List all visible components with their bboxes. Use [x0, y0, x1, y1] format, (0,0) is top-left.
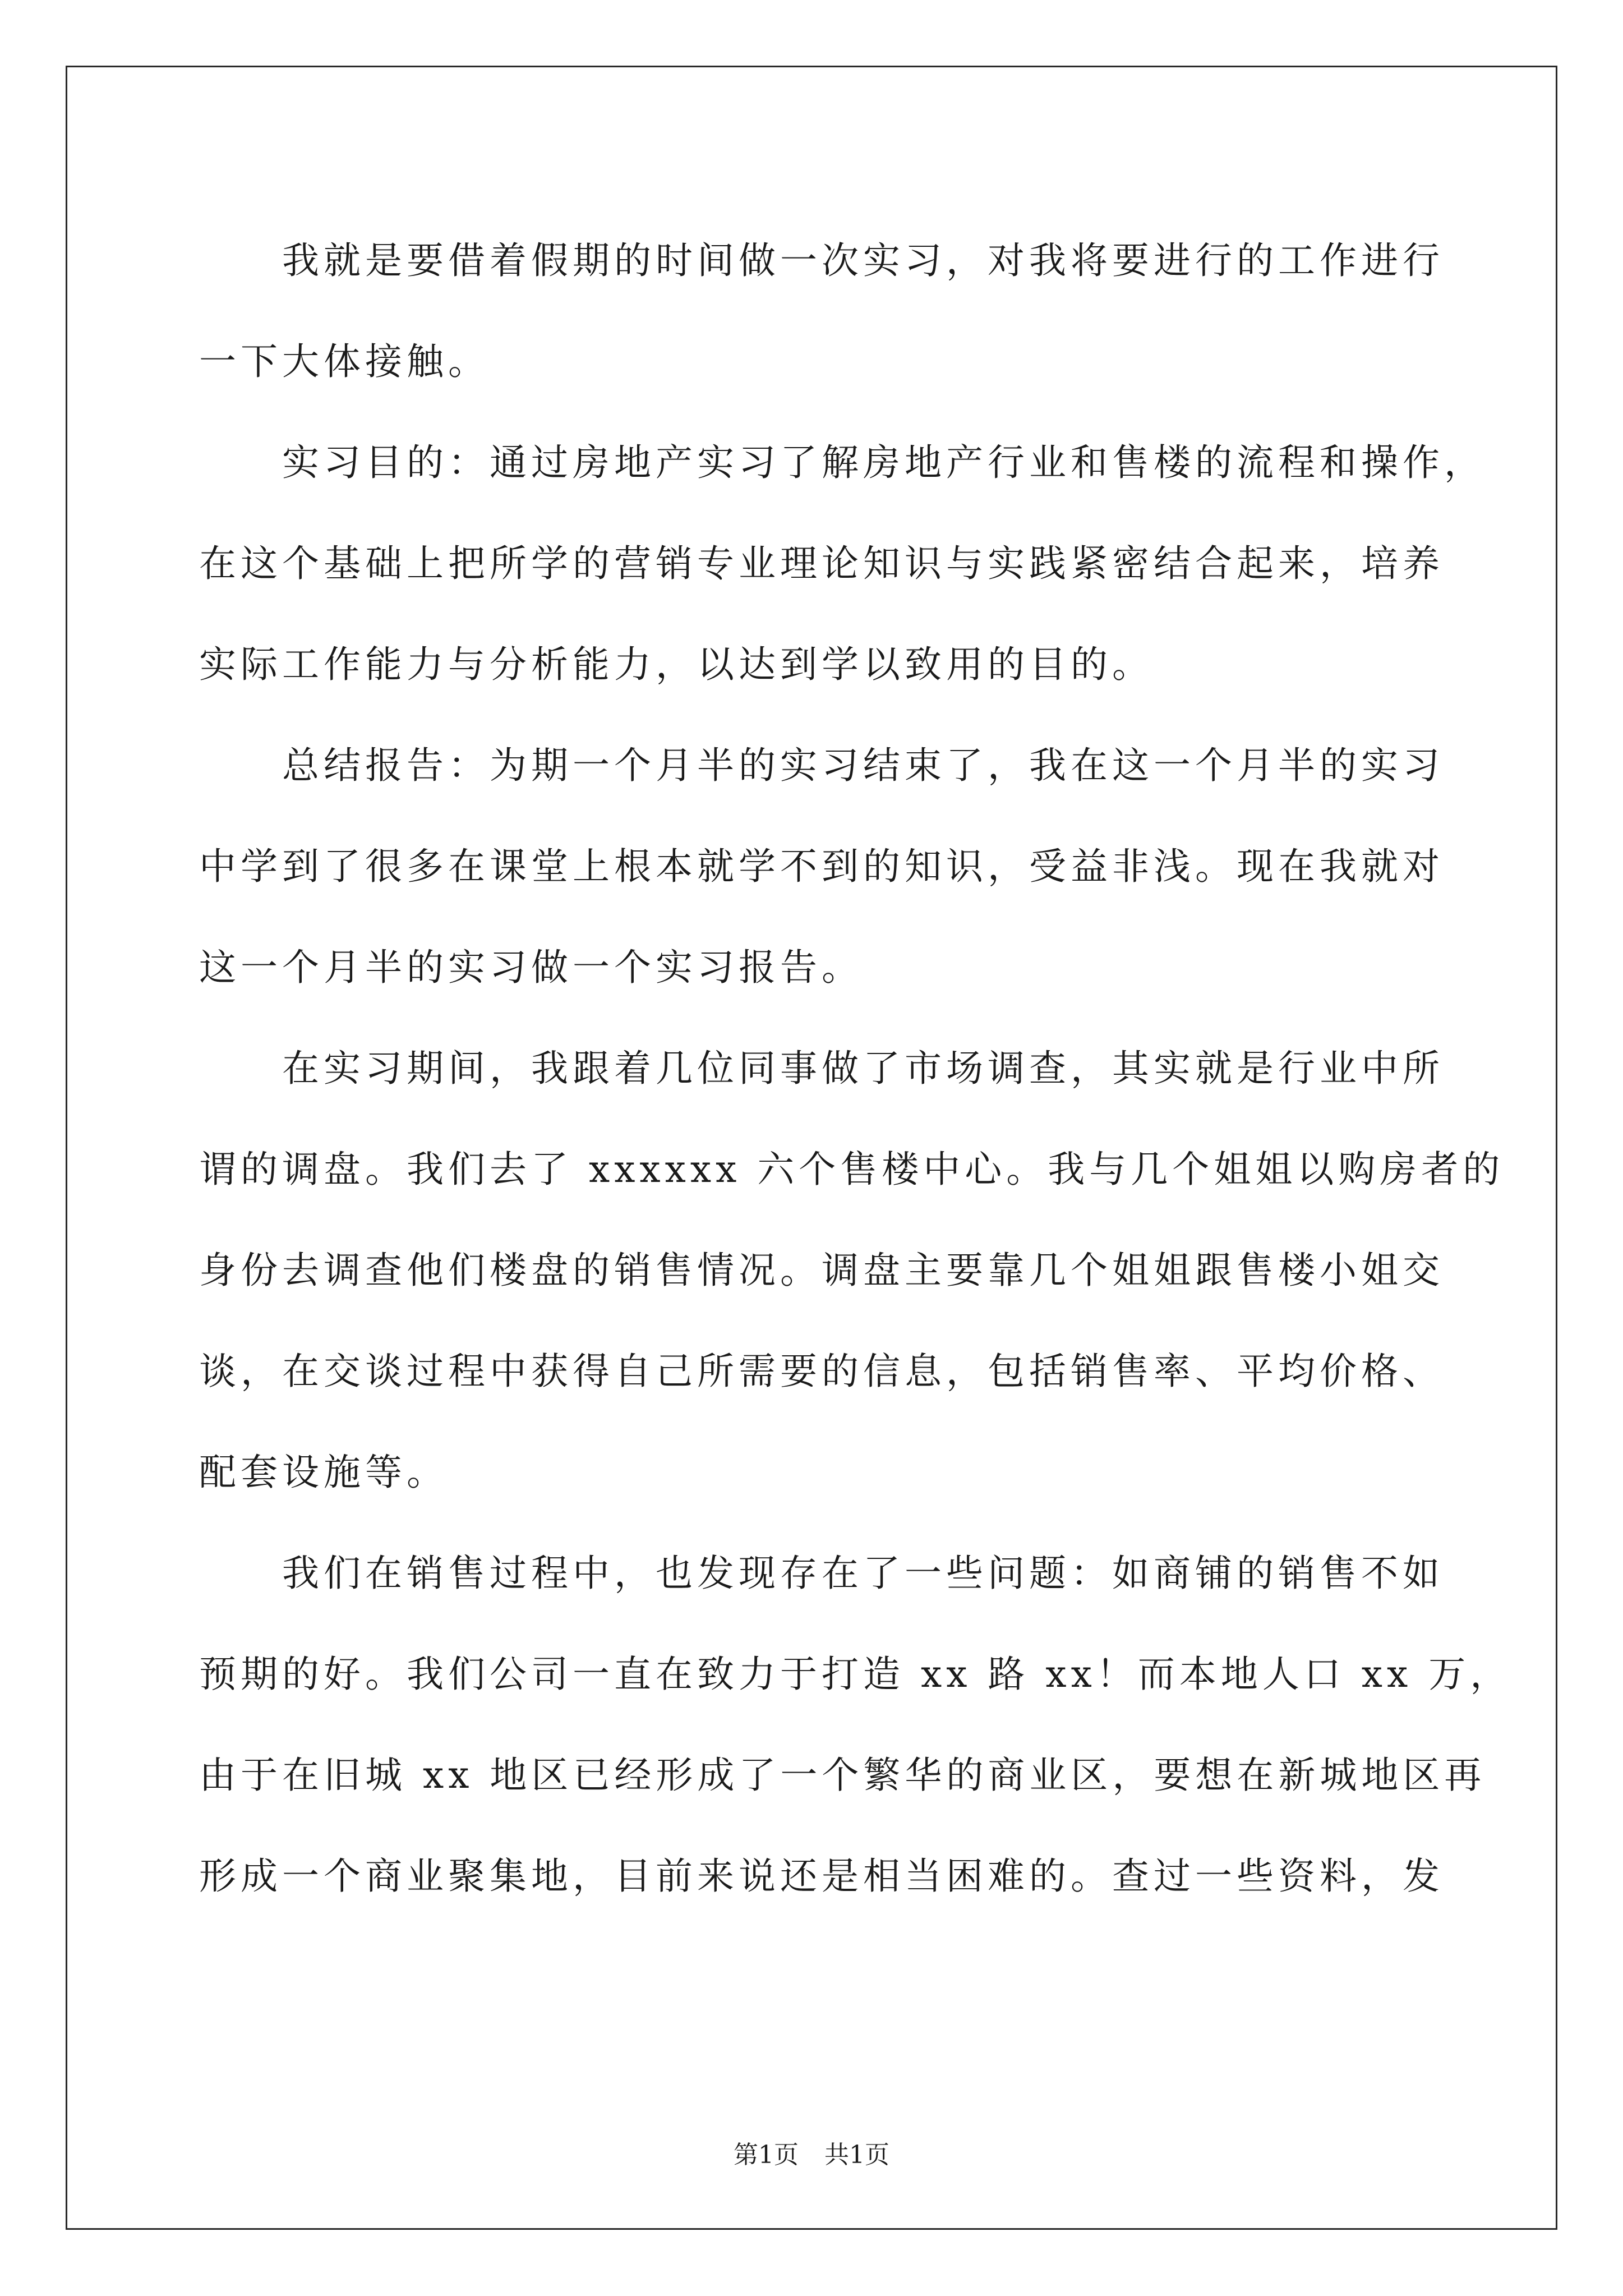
document-body	[199, 210, 1512, 1927]
text-line: 我就是要借着假期的时间做一次实习，对我将要进行的工作进行	[282, 239, 1444, 282]
text-line: 这一个月半的实习做一个实习报告。	[199, 946, 863, 989]
text-line: 在这个基础上把所学的营销专业理论知识与实践紧密结合起来，培养	[199, 542, 1444, 585]
text-line: 总结报告：为期一个月半的实习结束了，我在这一个月半的实习	[282, 744, 1444, 787]
page-footer	[0, 2134, 1623, 2170]
text-line: 配套设施等。	[199, 1451, 448, 1494]
text-line: 中学到了很多在课堂上根本就学不到的知识，受益非浅。现在我就对	[199, 845, 1444, 888]
text-line: 预期的好。我们公司一直在致力于打造 xx 路 xx！而本地人口 xx 万，	[199, 1653, 1512, 1696]
text-line: 实习目的：通过房地产实习了解房地产行业和售楼的流程和操作，	[282, 441, 1486, 484]
text-line: 我们在销售过程中，也发现存在了一些问题：如商铺的销售不如	[282, 1552, 1444, 1595]
text-line: 形成一个商业聚集地，目前来说还是相当困难的。查过一些资料，发	[199, 1855, 1444, 1898]
text-line: 一下大体接触。	[199, 340, 490, 383]
text-line: 在实习期间，我跟着几位同事做了市场调查，其实就是行业中所	[282, 1047, 1444, 1090]
text-line: 谓的调盘。我们去了 xxxxxx 六个售楼中心。我与几个姐姐以购房者的	[199, 1148, 1505, 1191]
page-number: 第1页	[734, 2141, 799, 2169]
text-line: 身份去调查他们楼盘的销售情况。调盘主要靠几个姐姐跟售楼小姐交	[199, 1249, 1444, 1292]
text-line: 由于在旧城 xx 地区已经形成了一个繁华的商业区，要想在新城地区再	[199, 1754, 1486, 1797]
text-line: 谈，在交谈过程中获得自己所需要的信息，包括销售率、平均价格、	[199, 1350, 1444, 1393]
text-line: 实际工作能力与分析能力，以达到学以致用的目的。	[199, 643, 1154, 686]
page-total: 共1页	[824, 2141, 889, 2169]
